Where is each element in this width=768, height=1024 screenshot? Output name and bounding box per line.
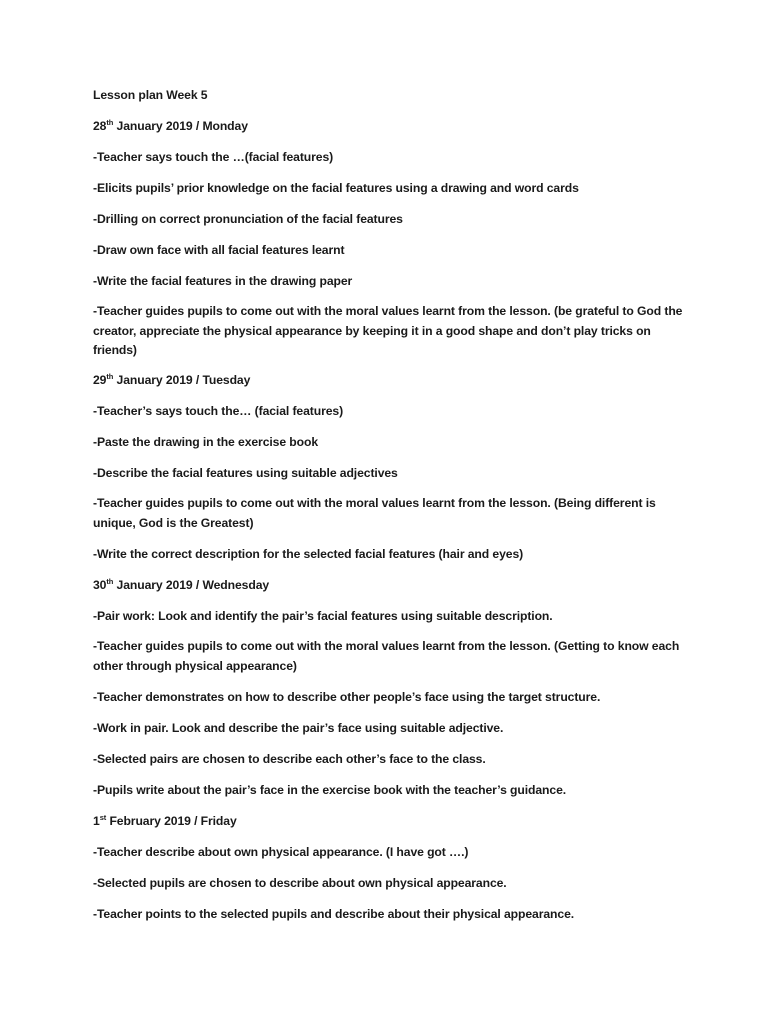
list-item: -Drilling on correct pronunciation of the facial features xyxy=(93,212,403,226)
list-item: -Teacher guides pupils to come out with the moral values learnt from the lesson. (be grateful to God the creator, appreciate the physical appearance by keeping it in a good shape and don’t play tricks on friends) xyxy=(93,304,683,357)
list-item: -Teacher points to the selected pupils and describe about their physical appearance. xyxy=(93,907,575,921)
date-suffix: th xyxy=(106,372,114,381)
list-item: -Pupils write about the pair’s face in the exercise book with the teacher’s guidance. xyxy=(93,783,567,797)
date-number: 28 xyxy=(93,119,107,133)
day-heading-monday xyxy=(93,117,248,135)
list-item: -Teacher says touch the …(facial features) xyxy=(93,150,334,164)
list-item: -Teacher describe about own physical appearance. (I have got ….) xyxy=(93,845,469,859)
date-text: January 2019 / Tuesday xyxy=(113,373,251,387)
date-text: January 2019 / Monday xyxy=(113,119,248,133)
list-item: -Paste the drawing in the exercise book xyxy=(93,435,319,449)
date-text: February 2019 / Friday xyxy=(106,814,237,828)
list-item: -Elicits pupils’ prior knowledge on the facial features using a drawing and word cards xyxy=(93,181,579,195)
date-number: 29 xyxy=(93,373,107,387)
date-number: 1 xyxy=(93,814,100,828)
date-suffix: th xyxy=(106,577,114,586)
list-item: -Describe the facial features using suitable adjectives xyxy=(93,466,398,480)
date-suffix: st xyxy=(99,813,107,822)
day-heading-tuesday xyxy=(93,371,250,389)
date-suffix: th xyxy=(106,118,114,127)
list-item: -Pair work: Look and identify the pair’s facial features using suitable description. xyxy=(93,609,553,623)
list-item: -Teacher demonstrates on how to describe other people’s face using the target structure. xyxy=(93,690,601,704)
list-item: -Selected pairs are chosen to describe each other’s face to the class. xyxy=(93,752,486,766)
date-text: January 2019 / Wednesday xyxy=(113,578,270,592)
list-item: -Work in pair. Look and describe the pair’s face using suitable adjective. xyxy=(93,721,504,735)
list-item: -Teacher guides pupils to come out with the moral values learnt from the lesson. (Being different is unique, God is the Greatest) xyxy=(93,496,656,530)
document-title: Lesson plan Week 5 xyxy=(93,88,208,102)
list-item: -Draw own face with all facial features learnt xyxy=(93,243,345,257)
list-item: -Teacher guides pupils to come out with the moral values learnt from the lesson. (Getting to know each other through physical appearance) xyxy=(93,639,680,673)
list-item: -Write the facial features in the drawing paper xyxy=(93,274,353,288)
day-heading-wednesday xyxy=(93,576,269,594)
list-item: -Selected pupils are chosen to describe about own physical appearance. xyxy=(93,876,507,890)
day-heading-friday xyxy=(93,812,237,830)
date-number: 30 xyxy=(93,578,107,592)
list-item: -Write the correct description for the selected facial features (hair and eyes) xyxy=(93,547,524,561)
list-item: -Teacher’s says touch the… (facial features) xyxy=(93,404,344,418)
